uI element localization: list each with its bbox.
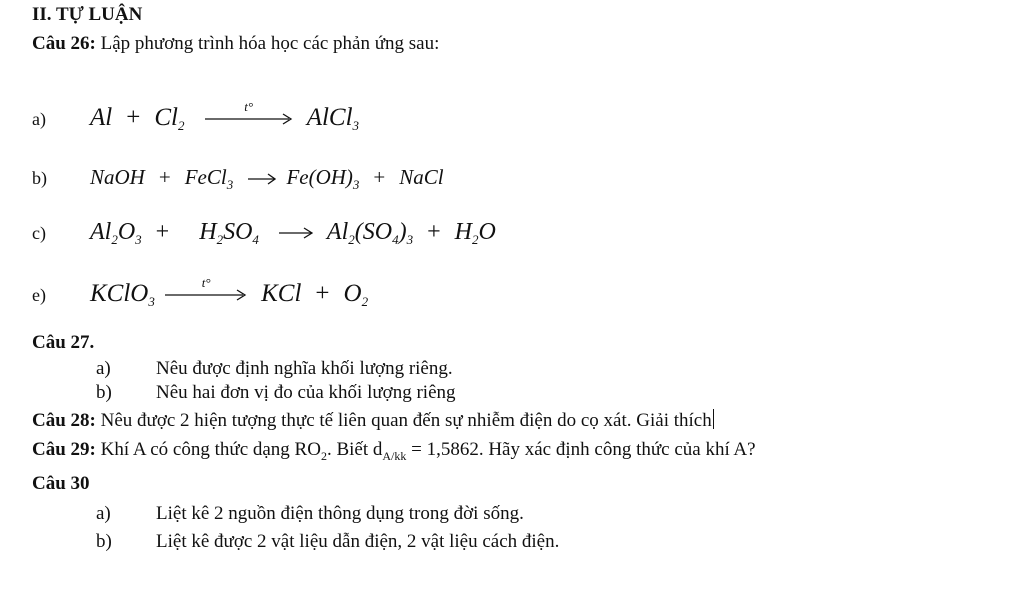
arrow-icon bbox=[279, 227, 313, 239]
equation-b: b) NaOH + FeCl$_3$ $Fe(OH)_3$ + NaCl bbox=[32, 165, 444, 192]
question-30-label: Câu 30 bbox=[32, 473, 90, 494]
question-28: Câu 28: Nêu được 2 hiện tượng thực tế liên quan đến sự nhiễm điện do cọ xát. Giải thích bbox=[32, 410, 712, 431]
equation-c-label: c) bbox=[32, 223, 46, 243]
equation-e-label: e) bbox=[32, 285, 46, 305]
equation-b-label: b) bbox=[32, 168, 47, 188]
question-30-item-b: b) Liệt kê được 2 vật liệu dẫn điện, 2 vật liệu cách điện. bbox=[96, 531, 560, 552]
arrow-icon bbox=[248, 173, 276, 185]
equation-e: e) KClO$_3$ t° KCl + $O_2$ bbox=[32, 275, 369, 309]
equation-a: a) $Al + Cl_2$ t° AlCl$_3$ bbox=[32, 99, 360, 133]
question-27-item-b: b) Nêu hai đơn vị đo của khối lượng riêng bbox=[96, 382, 456, 403]
question-26 bbox=[32, 33, 439, 55]
question-30-item-a: a) Liệt kê 2 nguồn điện thông dụng trong đời sống. bbox=[96, 503, 524, 524]
question-27-label: Câu 27. bbox=[32, 332, 95, 353]
question-29: Câu 29: Khí A có công thức dạng $RO_2$. Biết $d_{A/kk} = 1,5862$. Hãy xác định công thức của khí A? bbox=[32, 439, 756, 463]
question-27-item-a: a) Nêu được định nghĩa khối lượng riêng. bbox=[96, 358, 453, 379]
question-26-text: Lập phương trình hóa học các phản ứng sau: bbox=[95, 33, 440, 54]
arrow-heat-icon: t° bbox=[165, 289, 247, 301]
section-heading: II. TỰ LUẬN bbox=[32, 4, 143, 25]
arrow-heat-icon: t° bbox=[205, 113, 293, 125]
equation-a-label: a) bbox=[32, 109, 46, 129]
question-26-label: Câu 26: bbox=[32, 33, 96, 54]
text-cursor bbox=[713, 409, 714, 429]
equation-c: c) $Al_2O_3 + H_2SO_4$ $Al_2(SO_4)_3 + H_2O$ bbox=[32, 219, 496, 247]
